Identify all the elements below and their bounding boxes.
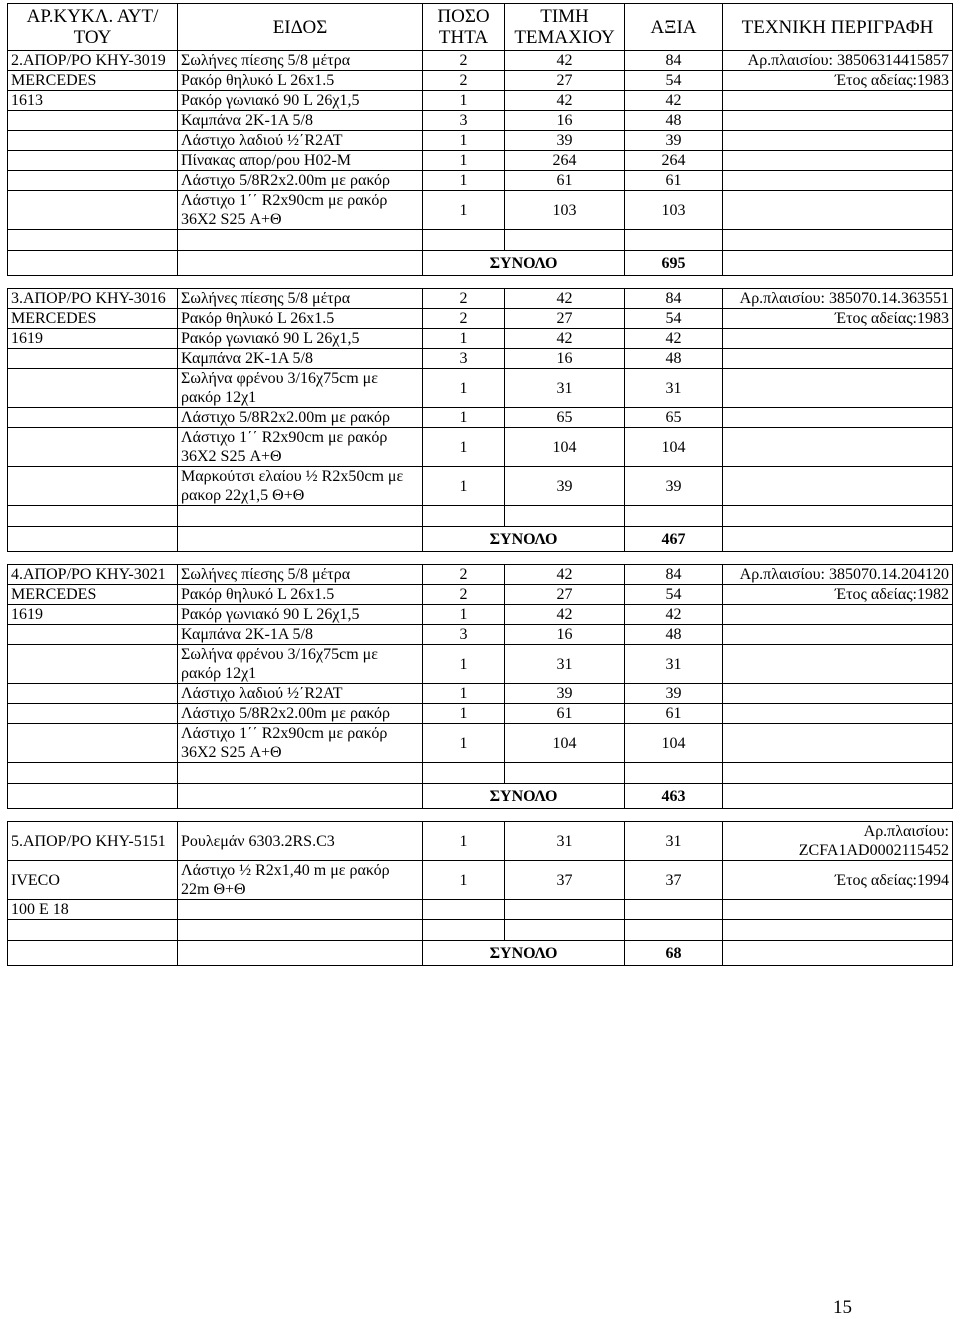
quantity-cell: 1 xyxy=(423,151,505,171)
vehicle-cell xyxy=(8,625,178,645)
vehicle-cell xyxy=(8,191,178,230)
technical-description-cell xyxy=(723,171,953,191)
spacer-row xyxy=(8,506,953,527)
value-cell: 42 xyxy=(625,91,723,111)
quantity-cell: 1 xyxy=(423,91,505,111)
item-cell: Καμπάνα 2Κ-1Α 5/8 xyxy=(178,111,423,131)
unit-price-cell: 31 xyxy=(505,645,625,684)
unit-price-cell: 42 xyxy=(505,51,625,71)
table-row xyxy=(8,428,953,467)
quantity-cell: 1 xyxy=(423,408,505,428)
value-cell: 61 xyxy=(625,704,723,724)
value-cell: 48 xyxy=(625,111,723,131)
table-row xyxy=(8,605,953,625)
item-cell: Μαρκούτσι ελαίου ½ R2x50cm με ρακορ 22χ1,5 Θ+Θ xyxy=(178,467,423,506)
table-row xyxy=(8,171,953,191)
value-cell: 42 xyxy=(625,605,723,625)
technical-description-cell xyxy=(723,151,953,171)
technical-description-cell xyxy=(723,428,953,467)
total-blank-cell xyxy=(8,527,178,552)
vehicle-cell: 4.ΑΠΟΡ/ΡΟ ΚΗΥ-3021 xyxy=(8,565,178,585)
header-row xyxy=(8,4,953,51)
total-blank-cell xyxy=(723,527,953,552)
item-cell: Λάστιχο 1΄΄ R2x90cm με ρακόρ 36Χ2 S25 Α+Θ xyxy=(178,428,423,467)
table-row xyxy=(8,467,953,506)
spacer-cell xyxy=(505,506,625,527)
technical-description-cell: Έτος αδείας:1994 xyxy=(723,861,953,900)
value-cell: 54 xyxy=(625,71,723,91)
spacer-cell xyxy=(178,763,423,784)
technical-description-cell: Αρ.πλαισίου: 385070.14.363551 xyxy=(723,289,953,309)
vehicle-cell xyxy=(8,428,178,467)
value-cell: 104 xyxy=(625,724,723,763)
technical-description-cell: Έτος αδείας:1983 xyxy=(723,71,953,91)
technical-description-cell xyxy=(723,684,953,704)
value-cell: 65 xyxy=(625,408,723,428)
technical-description-cell xyxy=(723,625,953,645)
table-row xyxy=(8,191,953,230)
spacer-cell xyxy=(178,230,423,251)
value-cell: 103 xyxy=(625,191,723,230)
unit-price-cell: 39 xyxy=(505,467,625,506)
spacer-row xyxy=(8,920,953,941)
item-cell: Καμπάνα 2Κ-1Α 5/8 xyxy=(178,625,423,645)
unit-price-cell: 42 xyxy=(505,605,625,625)
vehicle-cell: 1613 xyxy=(8,91,178,111)
value-cell: 84 xyxy=(625,565,723,585)
value-cell: 39 xyxy=(625,467,723,506)
technical-description-cell xyxy=(723,408,953,428)
technical-description-cell xyxy=(723,467,953,506)
table-row xyxy=(8,900,953,920)
unit-price-cell: 27 xyxy=(505,309,625,329)
total-row xyxy=(8,941,953,966)
spacer-cell xyxy=(625,506,723,527)
technical-description-cell: Αρ.πλαισίου: ZCFA1AD0002115452 xyxy=(723,822,953,861)
total-value: 68 xyxy=(625,941,723,966)
total-blank-cell xyxy=(723,941,953,966)
quantity-cell: 2 xyxy=(423,51,505,71)
section-gap xyxy=(8,276,953,289)
spacer-cell xyxy=(8,506,178,527)
technical-description-cell xyxy=(723,724,953,763)
table-row xyxy=(8,408,953,428)
value-cell: 54 xyxy=(625,309,723,329)
unit-price-cell: 264 xyxy=(505,151,625,171)
item-cell xyxy=(178,900,423,920)
spacer-cell xyxy=(8,763,178,784)
spacer-cell xyxy=(505,230,625,251)
table-row xyxy=(8,369,953,408)
value-cell: 48 xyxy=(625,625,723,645)
technical-description-cell xyxy=(723,329,953,349)
total-row xyxy=(8,251,953,276)
spacer-cell xyxy=(423,230,505,251)
value-cell: 39 xyxy=(625,684,723,704)
unit-price-cell: 16 xyxy=(505,111,625,131)
total-value: 467 xyxy=(625,527,723,552)
spacer-cell xyxy=(178,920,423,941)
value-cell: 264 xyxy=(625,151,723,171)
vehicle-cell xyxy=(8,724,178,763)
item-cell: Πίνακας απορ/ρου Η02-Μ xyxy=(178,151,423,171)
vehicle-cell xyxy=(8,369,178,408)
spacer-cell xyxy=(723,920,953,941)
total-label: ΣΥΝΟΛΟ xyxy=(423,784,625,809)
unit-price-cell: 27 xyxy=(505,71,625,91)
quantity-cell xyxy=(423,900,505,920)
total-label: ΣΥΝΟΛΟ xyxy=(423,941,625,966)
table-row xyxy=(8,329,953,349)
value-cell: 84 xyxy=(625,51,723,71)
technical-description-cell xyxy=(723,191,953,230)
item-cell: Λάστιχο 5/8R2x2.00m με ρακόρ xyxy=(178,408,423,428)
quantity-cell: 1 xyxy=(423,822,505,861)
vehicle-cell xyxy=(8,349,178,369)
vehicle-cell xyxy=(8,171,178,191)
vehicle-cell: MERCEDES xyxy=(8,71,178,91)
vehicle-cell xyxy=(8,645,178,684)
spacer-cell xyxy=(178,506,423,527)
table-row xyxy=(8,625,953,645)
table-body xyxy=(8,51,953,966)
unit-price-cell: 16 xyxy=(505,349,625,369)
table-row xyxy=(8,131,953,151)
spacer-cell xyxy=(625,230,723,251)
value-cell: 42 xyxy=(625,329,723,349)
parts-table xyxy=(7,3,953,966)
technical-description-cell xyxy=(723,369,953,408)
item-cell: Λάστιχο λαδιού ½΄R2AT xyxy=(178,131,423,151)
value-cell: 54 xyxy=(625,585,723,605)
item-cell: Σωλήνες πίεσης 5/8 μέτρα xyxy=(178,51,423,71)
unit-price-cell: 37 xyxy=(505,861,625,900)
total-blank-cell xyxy=(178,527,423,552)
vehicle-cell xyxy=(8,408,178,428)
total-blank-cell xyxy=(178,784,423,809)
spacer-row xyxy=(8,230,953,251)
value-cell: 37 xyxy=(625,861,723,900)
table-row xyxy=(8,822,953,861)
table-row xyxy=(8,289,953,309)
value-cell: 61 xyxy=(625,171,723,191)
spacer-cell xyxy=(505,763,625,784)
spacer-cell xyxy=(723,230,953,251)
total-blank-cell xyxy=(723,251,953,276)
unit-price-cell: 104 xyxy=(505,428,625,467)
spacer-cell xyxy=(423,920,505,941)
quantity-cell: 1 xyxy=(423,131,505,151)
unit-price-cell: 39 xyxy=(505,131,625,151)
table-row xyxy=(8,684,953,704)
vehicle-cell: MERCEDES xyxy=(8,309,178,329)
spacer-cell xyxy=(423,506,505,527)
technical-description-cell xyxy=(723,605,953,625)
unit-price-cell: 42 xyxy=(505,565,625,585)
item-cell: Λάστιχο ½ R2x1,40 m με ρακόρ 22m Θ+Θ xyxy=(178,861,423,900)
total-row xyxy=(8,527,953,552)
spacer-cell xyxy=(8,920,178,941)
unit-price-cell: 42 xyxy=(505,329,625,349)
spacer-cell xyxy=(8,230,178,251)
vehicle-cell xyxy=(8,704,178,724)
vehicle-cell: 5.ΑΠΟΡ/ΡΟ ΚΗΥ-5151 xyxy=(8,822,178,861)
unit-price-cell: 65 xyxy=(505,408,625,428)
unit-price-cell: 103 xyxy=(505,191,625,230)
section-gap xyxy=(8,809,953,822)
quantity-cell: 1 xyxy=(423,329,505,349)
item-cell: Σωλήνες πίεσης 5/8 μέτρα xyxy=(178,565,423,585)
quantity-cell: 1 xyxy=(423,861,505,900)
quantity-cell: 3 xyxy=(423,349,505,369)
header-unit-price: ΤΙΜΗ ΤΕΜΑΧΙΟΥ xyxy=(505,4,625,51)
total-blank-cell xyxy=(723,784,953,809)
technical-description-cell: Έτος αδείας:1983 xyxy=(723,309,953,329)
value-cell: 39 xyxy=(625,131,723,151)
section-gap xyxy=(8,552,953,565)
vehicle-cell xyxy=(8,111,178,131)
quantity-cell: 3 xyxy=(423,111,505,131)
unit-price-cell: 27 xyxy=(505,585,625,605)
table-row xyxy=(8,704,953,724)
table-row xyxy=(8,309,953,329)
spacer-cell xyxy=(723,506,953,527)
total-label: ΣΥΝΟΛΟ xyxy=(423,527,625,552)
unit-price-cell: 31 xyxy=(505,822,625,861)
value-cell: 31 xyxy=(625,822,723,861)
total-blank-cell xyxy=(8,251,178,276)
technical-description-cell xyxy=(723,349,953,369)
section-gap-cell xyxy=(8,552,953,565)
header-quantity: ΠΟΣΟ ΤΗΤΑ xyxy=(423,4,505,51)
vehicle-cell: MERCEDES xyxy=(8,585,178,605)
quantity-cell: 1 xyxy=(423,605,505,625)
vehicle-cell: 3.ΑΠΟΡ/ΡΟ ΚΗΥ-3016 xyxy=(8,289,178,309)
technical-description-cell: Έτος αδείας:1982 xyxy=(723,585,953,605)
table-row xyxy=(8,724,953,763)
vehicle-cell: 2.ΑΠΟΡ/ΡΟ ΚΗΥ-3019 xyxy=(8,51,178,71)
item-cell: Λάστιχο 5/8R2x2.00m με ρακόρ xyxy=(178,704,423,724)
item-cell: Ρακόρ γωνιακό 90 L 26χ1,5 xyxy=(178,91,423,111)
quantity-cell: 1 xyxy=(423,684,505,704)
table-row xyxy=(8,111,953,131)
unit-price-cell: 42 xyxy=(505,289,625,309)
item-cell: Σωλήνα φρένου 3/16χ75cm με ρακόρ 12χ1 xyxy=(178,369,423,408)
unit-price-cell: 31 xyxy=(505,369,625,408)
vehicle-cell: 1619 xyxy=(8,605,178,625)
item-cell: Σωλήνα φρένου 3/16χ75cm με ρακόρ 12χ1 xyxy=(178,645,423,684)
item-cell: Λάστιχο λαδιού ½΄R2AT xyxy=(178,684,423,704)
spacer-cell xyxy=(723,763,953,784)
section-gap-cell xyxy=(8,809,953,822)
quantity-cell: 2 xyxy=(423,565,505,585)
item-cell: Ρακόρ θηλυκό L 26x1.5 xyxy=(178,309,423,329)
unit-price-cell: 61 xyxy=(505,171,625,191)
quantity-cell: 2 xyxy=(423,309,505,329)
item-cell: Ρακόρ γωνιακό 90 L 26χ1,5 xyxy=(178,605,423,625)
table-row xyxy=(8,51,953,71)
unit-price-cell: 16 xyxy=(505,625,625,645)
spacer-cell xyxy=(505,920,625,941)
value-cell: 104 xyxy=(625,428,723,467)
technical-description-cell: Αρ.πλαισίου: 38506314415857 xyxy=(723,51,953,71)
item-cell: Ρακόρ γωνιακό 90 L 26χ1,5 xyxy=(178,329,423,349)
quantity-cell: 1 xyxy=(423,171,505,191)
vehicle-cell xyxy=(8,684,178,704)
quantity-cell: 1 xyxy=(423,467,505,506)
technical-description-cell xyxy=(723,645,953,684)
technical-description-cell: Αρ.πλαισίου: 385070.14.204120 xyxy=(723,565,953,585)
spacer-cell xyxy=(423,763,505,784)
item-cell: Ρακόρ θηλυκό L 26x1.5 xyxy=(178,585,423,605)
value-cell: 31 xyxy=(625,369,723,408)
unit-price-cell: 39 xyxy=(505,684,625,704)
total-blank-cell xyxy=(8,941,178,966)
vehicle-cell xyxy=(8,467,178,506)
vehicle-cell xyxy=(8,131,178,151)
total-blank-cell xyxy=(8,784,178,809)
quantity-cell: 1 xyxy=(423,369,505,408)
technical-description-cell xyxy=(723,131,953,151)
value-cell: 31 xyxy=(625,645,723,684)
technical-description-cell xyxy=(723,900,953,920)
vehicle-cell: 100 E 18 xyxy=(8,900,178,920)
table-row xyxy=(8,71,953,91)
unit-price-cell xyxy=(505,900,625,920)
quantity-cell: 3 xyxy=(423,625,505,645)
spacer-cell xyxy=(625,920,723,941)
total-blank-cell xyxy=(178,941,423,966)
item-cell: Ρακόρ θηλυκό L 26x1.5 xyxy=(178,71,423,91)
table-row xyxy=(8,349,953,369)
header-vehicle: ΑΡ.ΚΥΚΛ. ΑΥΤ/ΤΟΥ xyxy=(8,4,178,51)
unit-price-cell: 104 xyxy=(505,724,625,763)
page-number: 15 xyxy=(833,1297,852,1318)
quantity-cell: 1 xyxy=(423,191,505,230)
item-cell: Ρουλεμάν 6303.2RS.C3 xyxy=(178,822,423,861)
technical-description-cell xyxy=(723,111,953,131)
technical-description-cell xyxy=(723,91,953,111)
total-blank-cell xyxy=(178,251,423,276)
table-row xyxy=(8,861,953,900)
quantity-cell: 2 xyxy=(423,71,505,91)
header-item: ΕΙΔΟΣ xyxy=(178,4,423,51)
item-cell: Λάστιχο 5/8R2x2.00m με ρακόρ xyxy=(178,171,423,191)
item-cell: Λάστιχο 1΄΄ R2x90cm με ρακόρ 36Χ2 S25 Α+Θ xyxy=(178,191,423,230)
total-row xyxy=(8,784,953,809)
spacer-row xyxy=(8,763,953,784)
quantity-cell: 1 xyxy=(423,645,505,684)
table-row xyxy=(8,585,953,605)
item-cell: Σωλήνες πίεσης 5/8 μέτρα xyxy=(178,289,423,309)
table-row xyxy=(8,91,953,111)
unit-price-cell: 61 xyxy=(505,704,625,724)
vehicle-cell: 1619 xyxy=(8,329,178,349)
total-label: ΣΥΝΟΛΟ xyxy=(423,251,625,276)
value-cell: 84 xyxy=(625,289,723,309)
vehicle-cell xyxy=(8,151,178,171)
spacer-cell xyxy=(625,763,723,784)
total-value: 695 xyxy=(625,251,723,276)
header-value: ΑΞΙΑ xyxy=(625,4,723,51)
section-gap-cell xyxy=(8,276,953,289)
quantity-cell: 2 xyxy=(423,585,505,605)
table-row xyxy=(8,645,953,684)
value-cell xyxy=(625,900,723,920)
vehicle-cell: IVECO xyxy=(8,861,178,900)
total-value: 463 xyxy=(625,784,723,809)
quantity-cell: 1 xyxy=(423,704,505,724)
item-cell: Καμπάνα 2Κ-1Α 5/8 xyxy=(178,349,423,369)
header-technical-description: ΤΕΧΝΙΚΗ ΠΕΡΙΓΡΑΦΗ xyxy=(723,4,953,51)
quantity-cell: 1 xyxy=(423,428,505,467)
quantity-cell: 2 xyxy=(423,289,505,309)
table-row xyxy=(8,151,953,171)
technical-description-cell xyxy=(723,704,953,724)
unit-price-cell: 42 xyxy=(505,91,625,111)
value-cell: 48 xyxy=(625,349,723,369)
quantity-cell: 1 xyxy=(423,724,505,763)
table-row xyxy=(8,565,953,585)
item-cell: Λάστιχο 1΄΄ R2x90cm με ρακόρ 36Χ2 S25 Α+Θ xyxy=(178,724,423,763)
